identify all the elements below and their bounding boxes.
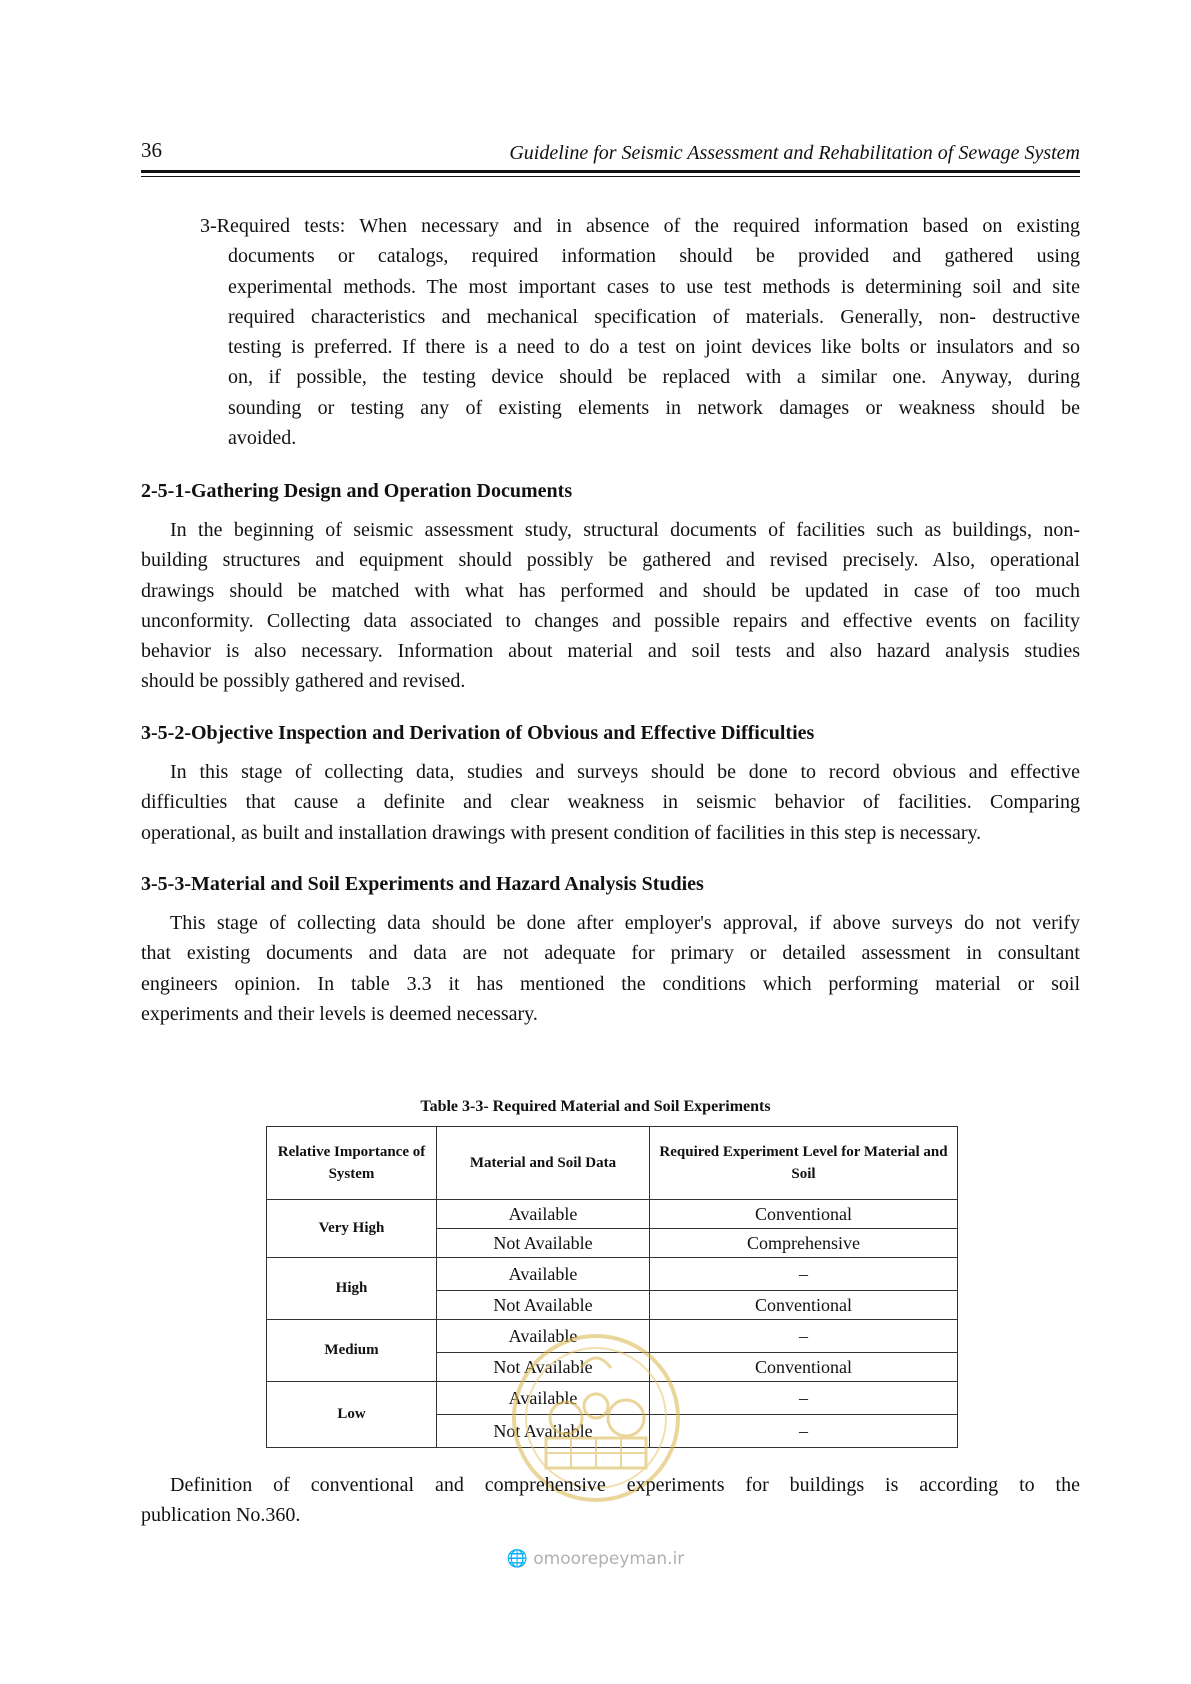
text-line: publication No.360. xyxy=(141,1504,301,1527)
importance-cell: Medium xyxy=(267,1320,437,1382)
text-line: documents or catalogs, required information should be provided and gathered using xyxy=(228,245,1080,268)
column-header: Required Experiment Level for Material and Soil xyxy=(650,1127,958,1200)
level-cell: – xyxy=(650,1382,958,1415)
text-line: Definition of conventional and comprehensive experiments for buildings is according to the xyxy=(170,1474,1080,1496)
section-heading: 3-5-3-Material and Soil Experiments and Hazard Analysis Studies xyxy=(141,873,704,895)
text-line: sounding or testing any of existing elements in network damages or weakness should be xyxy=(228,396,1080,419)
required-tests-item xyxy=(200,211,1080,453)
section-paragraph xyxy=(141,908,1080,1029)
table-caption: Table 3-3- Required Material and Soil Experiments xyxy=(420,1098,771,1115)
level-cell: Conventional xyxy=(650,1291,958,1320)
text-line: engineers opinion. In table 3.3 it has mentioned the conditions which performing material or soil xyxy=(141,972,1080,995)
table-row xyxy=(267,1258,958,1291)
text-line: This stage of collecting data should be done after employer's approval, if above surveys do not verify xyxy=(170,912,1080,934)
text-line: unconformity. Collecting data associated to changes and possible repairs and effective events on facility xyxy=(141,609,1080,632)
level-cell: Conventional xyxy=(650,1353,958,1382)
text-line: experiments and their levels is deemed necessary. xyxy=(141,1002,538,1025)
text-line: that existing documents and data are not adequate for primary or detailed assessment in consultant xyxy=(141,942,1080,965)
text-line: drawings should be matched with what has performed and should be updated in case of too much xyxy=(141,579,1080,602)
section-paragraph xyxy=(141,515,1080,697)
text-line: difficulties that cause a definite and clear weakness in seismic behavior of facilities. Comparing xyxy=(141,791,1080,814)
level-cell: – xyxy=(650,1320,958,1353)
importance-cell: Low xyxy=(267,1382,437,1448)
text-line: on, if possible, the testing device should be replaced with a similar one. Anyway, during xyxy=(228,366,1080,389)
text-line: operational, as built and installation drawings with present condition of facilities in this step is necessary. xyxy=(141,821,982,844)
data-cell: Not Available xyxy=(437,1353,650,1382)
text-line: avoided. xyxy=(228,427,297,450)
data-cell: Available xyxy=(437,1382,650,1415)
importance-cell: High xyxy=(267,1258,437,1320)
text-line: testing is preferred. If there is a need to do a test on joint devices like bolts or insulators and so xyxy=(228,336,1080,359)
watermark-text: 🌐 omoorepeyman.ir xyxy=(506,1549,685,1569)
data-cell: Available xyxy=(437,1200,650,1229)
section-heading: 2-5-1-Gathering Design and Operation Documents xyxy=(141,480,573,502)
running-title: Guideline for Seismic Assessment and Rehabilitation of Sewage System xyxy=(509,142,1080,164)
level-cell: – xyxy=(650,1415,958,1448)
text-line: behavior is also necessary. Information about material and soil tests and also hazard analysis studies xyxy=(141,640,1080,663)
section-paragraph xyxy=(141,757,1080,848)
data-cell: Available xyxy=(437,1320,650,1353)
table-row xyxy=(267,1200,958,1229)
data-cell: Not Available xyxy=(437,1229,650,1258)
section-heading: 3-5-2-Objective Inspection and Derivation of Obvious and Effective Difficulties xyxy=(141,722,815,744)
text-line: In this stage of collecting data, studies and surveys should be done to record obvious and effective xyxy=(170,761,1080,783)
data-cell: Not Available xyxy=(437,1415,650,1448)
column-header: Material and Soil Data xyxy=(437,1127,650,1200)
column-header: Relative Importance of System xyxy=(267,1127,437,1200)
data-cell: Available xyxy=(437,1258,650,1291)
page-number: 36 xyxy=(141,138,162,162)
text-line: experimental methods. The most important cases to use test methods is determining soil and site xyxy=(228,275,1080,298)
level-cell: – xyxy=(650,1258,958,1291)
page-header xyxy=(141,134,1080,172)
footer-paragraph xyxy=(141,1470,1080,1531)
header-rule-thick xyxy=(141,170,1080,173)
header-rule-thin xyxy=(141,176,1080,177)
text-line: required characteristics and mechanical specification of materials. Generally, non- destructive xyxy=(228,305,1080,328)
level-cell: Comprehensive xyxy=(650,1229,958,1258)
text-line: should be possibly gathered and revised. xyxy=(141,670,466,693)
watermark-url: omoorepeyman.ir xyxy=(533,1549,685,1569)
table-header-row xyxy=(267,1127,958,1200)
level-cell: Conventional xyxy=(650,1200,958,1229)
text-line: 3-Required tests: When necessary and in absence of the required information based on existing xyxy=(200,215,1080,237)
data-cell: Not Available xyxy=(437,1291,650,1320)
text-line: In the beginning of seismic assessment study, structural documents of facilities such as buildings, non- xyxy=(170,519,1080,541)
text-line: building structures and equipment should possibly be gathered and revised precisely. Also, operational xyxy=(141,549,1080,572)
importance-cell: Very High xyxy=(267,1200,437,1258)
